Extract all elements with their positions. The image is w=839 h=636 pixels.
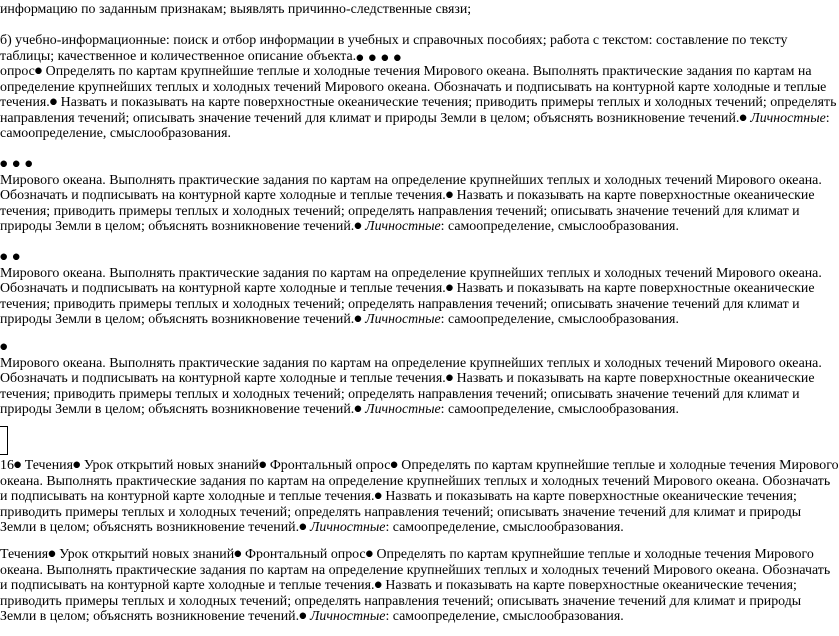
bullet-icon: ● [299,611,307,622]
text-line [0,219,816,235]
text-fragment: направления течений; описывать значение течений для климат и природы Земли в целом; объяснять возникновение течений. [0,110,740,126]
text-fragment: Обозначать и подписывать на контурной карте холодные и теплые течения. [0,281,446,297]
bullet-icon: ● [34,66,43,76]
lesson-number: 16 [0,458,14,473]
bullet-icon: ● [365,549,374,559]
bullet-icon: ● [48,549,56,559]
bullet-icon: ● [234,549,242,559]
lesson-type: Урок открытий новых знаний [80,458,259,473]
lesson-topic: Течения [21,458,73,473]
text-line: приводить примеры теплых и холодных течений; определять направления течений; описывать значение течений для климат и природы [0,593,802,609]
text-fragment: Назвать и показывать на карте поверхностные океанические [453,371,815,387]
text-line: океана. Выполнять практические задания по картам на определение крупнейших теплых и холодных течений Мирового океана. Обозначать [0,562,831,578]
bullet-icon: ● [445,283,454,294]
bullet-icon: ● [354,221,362,232]
text-fragment: Назвать и показывать на карте поверхностные океанические течения; [381,489,797,505]
text-line [0,95,837,111]
text-line [0,188,816,204]
italic-label: Личностные [750,110,826,126]
bullet-icon: ● [374,491,382,502]
text-fragment: опрос [0,64,35,79]
text-fragment: Земли в целом; объяснять возникновение течений. [0,520,300,536]
paragraph-lesson-currents [0,547,831,625]
text-line [0,609,816,625]
bullet-icons: ● ● ● ● [356,52,403,63]
text-fragment: : самоопределение, смыслообразования. [385,609,624,625]
text-fragment: и подписывать на контурной карте холодные и теплые течения. [0,578,375,594]
bullet-icon: ● [0,342,9,352]
text-line: океана. Выполнять практические задания по картам на определение крупнейших теплых и холодных течений Мирового океана. Обозначать [0,473,831,489]
paragraph-currents-2 [0,155,822,235]
text-fragment: и подписывать на контурной карте холодные и теплые течения. [0,489,375,505]
bullet-icon: ● [354,404,362,415]
text-line [0,281,816,297]
text-line [0,312,816,328]
text-line: б) учебно-информационные: поиск и отбор информации в учебных и справочных пособиях; работа с текстом: составление по тексту [0,33,788,48]
italic-label: Личностные [365,219,441,235]
text-fragment: : [825,110,830,126]
text-line [0,458,839,474]
text-line [0,520,816,536]
text-fragment: : самоопределение, смыслообразования. [385,520,624,536]
bullet-icon: ● [72,460,81,470]
text-line: Мирового океана. Выполнять практические задания по картам на определение крупнейших теплых и холодных течений Мирового океана. [0,355,822,371]
text-fragment: Определять по картам крупнейшие теплые и холодные течения Мирового [373,547,814,562]
paragraph-currents-4 [0,338,822,418]
bullet-icon: ● [445,190,454,201]
text-fragment: Назвать и показывать на карте поверхностные океанические течения; [381,578,797,594]
bullet-icons: ● ● [0,252,22,262]
text-fragment: природы Земли в целом; объяснять возникновение течений. [0,312,355,328]
text-fragment: : самоопределение, смыслообразования. [440,402,679,418]
text-fragment: Назвать и показывать на карте поверхностные океанические [453,281,815,297]
bullet-icon: ● [354,314,362,325]
bullet-icon: ● [299,522,307,533]
text-fragment: Земли в целом; объяснять возникновение течений. [0,609,300,625]
text-line: определение крупнейших теплых и холодных течений Мирового океана. Обозначать и подписывать на контурной карте холодные и теплые [0,79,827,95]
paragraph-currents-3 [0,248,822,328]
text-line [0,402,816,418]
text-line: самоопределение, смыслообразования. [0,126,231,142]
lesson-topic: Течения [0,547,49,562]
text-line: информацию по заданным признакам; выявлять причинно-следственные связи; [0,2,472,17]
empty-table-cell [0,426,8,455]
text-line [0,155,816,173]
text-line: Мирового океана. Выполнять практические задания по картам на определение крупнейших теплых и холодных течений Мирового океана. [0,172,822,188]
text-fragment: Обозначать и подписывать на контурной карте холодные и теплые течения. [0,188,446,204]
text-fragment: Назвать и показывать на карте поверхностные океанические течения; приводить примеры теплых и холодных течений; определять [57,95,837,111]
italic-label: Личностные [309,520,386,536]
text-fragment: : самоопределение, смыслообразования. [440,312,679,328]
bullet-icon: ● [445,373,454,384]
bullet-icon: ● [390,460,398,470]
bullet-icon: ● [49,97,58,108]
bullet-icon: ● [258,460,267,470]
text-line [0,489,816,505]
paragraph-lesson-16 [0,458,839,536]
text-fragment: Определять по картам крупнейшие теплые и холодные течения Мирового океана. Выполнять практические задания по картам на [42,64,812,79]
text-fragment: Обозначать и подписывать на контурной карте холодные и теплые течения. [0,371,446,387]
lesson-form: Фронтальный опрос [241,547,366,562]
paragraph-intro [0,2,816,18]
bullet-icons: ● ● ● [0,159,34,169]
paragraph-b-informational [0,33,816,66]
paragraph-currents-1 [0,64,837,142]
text-fragment: : самоопределение, смыслообразования. [440,219,679,235]
text-fragment: природы Земли в целом; объяснять возникновение течений. [0,402,355,418]
bullet-icon: ● [13,460,22,470]
text-line [0,547,816,563]
lesson-type: Урок открытий новых знаний [55,547,235,562]
bullet-icon: ● [739,112,747,123]
bullet-icon: ● [374,580,382,591]
text-line [0,371,816,387]
text-fragment: течения. [0,95,50,111]
text-fragment: природы Земли в целом; объяснять возникновение течений. [0,219,355,235]
text-fragment: Определять по картам крупнейшие теплые и холодные течения Мирового [397,458,839,473]
text-line: течения; приводить примеры теплых и холодных течений; определять направления течений; описывать значение течений для климат и [0,296,800,312]
text-line [0,64,816,80]
text-fragment: Назвать и показывать на карте поверхностные океанические [453,188,815,204]
text-line: Мирового океана. Выполнять практические задания по картам на определение крупнейших теплых и холодных течений Мирового океана. [0,265,822,281]
italic-label: Личностные [365,312,441,328]
text-line [0,578,816,594]
lesson-form: Фронтальный опрос [266,458,391,473]
text-line: течения; приводить примеры теплых и холодных течений; определять направления течений; описывать значение течений для климат и [0,386,800,402]
text-line [0,338,816,356]
text-fragment: таблицы; качественное и количественное описание объекта. [0,48,357,64]
text-line: течения; приводить примеры теплых и холодных течений; определять направления течений; описывать значение течений для климат и [0,203,800,219]
italic-label: Личностные [309,609,386,625]
text-line [0,248,816,266]
text-line: приводить примеры теплых и холодных течений; определять направления течений; описывать значение течений для климат и природы [0,504,802,520]
italic-label: Личностные [365,402,441,418]
text-line [0,110,830,127]
